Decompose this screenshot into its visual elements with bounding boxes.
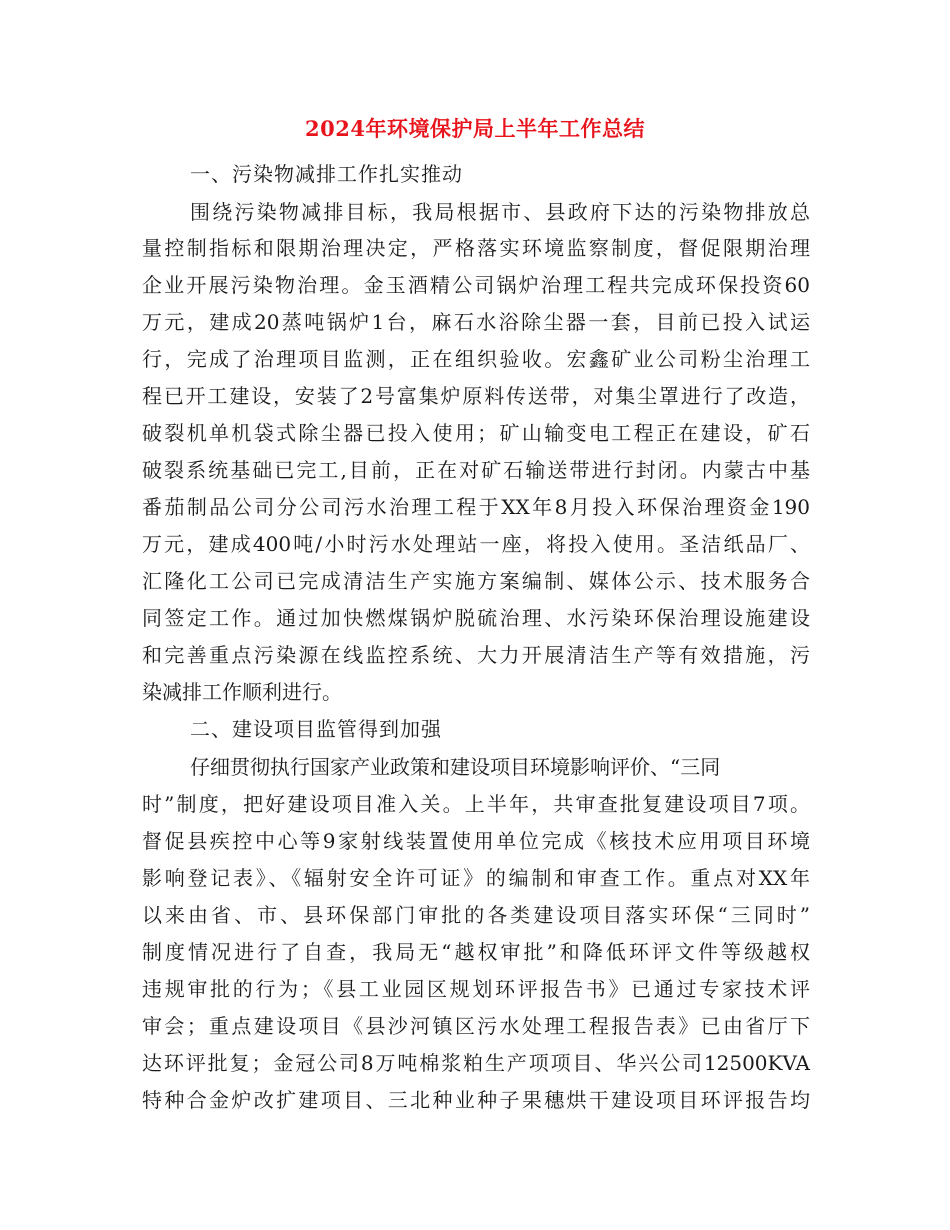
section2-line-2: 时”制度，把好建设项目准入关。上半年，共审查批复建设项目7项。 [142, 792, 810, 816]
section1-line-11: 汇隆化工公司已完成清洁生产实施方案编制、媒体公示、技术服务合 [142, 569, 810, 593]
section1-line-8: 破裂系统基础已完工,目前，正在对矿石输送带进行封闭。内蒙古中基 [142, 458, 810, 482]
section1-line-12: 同签定工作。通过加快燃煤锅炉脱硫治理、水污染环保治理设施建设 [142, 606, 810, 630]
section1-line-14: 染减排工作顺利进行。 [142, 680, 342, 704]
section1-line-3: 企业开展污染物治理。金玉酒精公司锅炉治理工程共完成环保投资60 [142, 273, 810, 297]
section1-line-9: 番茄制品公司分公司污水治理工程于XX年8月投入环保治理资金190 [142, 495, 810, 519]
section2-line-3: 督促县疾控中心等9家射线装置使用单位完成《核技术应用项目环境 [142, 829, 810, 853]
section1-line-6: 程已开工建设，安装了2号富集炉原料传送带，对集尘罩进行了改造， [142, 384, 810, 408]
section2-line-10: 特种合金炉改扩建项目、三北种业种子果穗烘干建设项目环评报告均 [142, 1088, 810, 1112]
section2-line-6: 制度情况进行了自查，我局无“越权审批”和降低环评文件等级越权 [142, 940, 810, 964]
section1-line-5: 行，完成了治理项目监测，正在组织验收。宏鑫矿业公司粉尘治理工 [142, 347, 810, 371]
section1-line-1: 围绕污染物减排目标，我局根据市、县政府下达的污染物排放总 [190, 200, 810, 224]
section1-heading: 一、污染物减排工作扎实推动 [190, 162, 463, 186]
section1-line-4: 万元，建成20蒸吨锅炉1台，麻石水浴除尘器一套，目前已投入试运 [142, 310, 810, 334]
section2-line-7: 违规审批的行为；《县工业园区规划环评报告书》已通过专家技术评 [142, 977, 810, 1001]
section1-line-7: 破裂机单机袋式除尘器已投入使用；矿山输变电工程正在建设，矿石 [142, 421, 810, 445]
section2-line-8: 审会；重点建设项目《县沙河镇区污水处理工程报告表》已由省厅下 [142, 1014, 810, 1038]
section1-line-13: 和完善重点污染源在线监控系统、大力开展清洁生产等有效措施，污 [142, 643, 810, 667]
section2-line-4: 影响登记表》、《辐射安全许可证》的编制和审查工作。重点对XX年 [142, 866, 810, 890]
section2-line-9: 达环评批复；金冠公司8万吨棉浆粕生产项项目、华兴公司12500KVA [142, 1051, 810, 1075]
section2-heading: 二、建设项目监管得到加强 [190, 717, 442, 741]
section2-line-5: 以来由省、市、县环保部门审批的各类建设项目落实环保“三同时” [142, 903, 810, 927]
section1-line-10: 万元，建成400吨/小时污水处理站一座，将投入使用。圣洁纸品厂、 [142, 532, 810, 556]
section2-line-1: 仔细贯彻执行国家产业政策和建设项目环境影响评价、“三同 [190, 755, 721, 779]
document-title: 2024年环境保护局上半年工作总结 [305, 116, 645, 141]
section1-line-2: 量控制指标和限期治理决定，严格落实环境监察制度，督促限期治理 [142, 236, 810, 260]
